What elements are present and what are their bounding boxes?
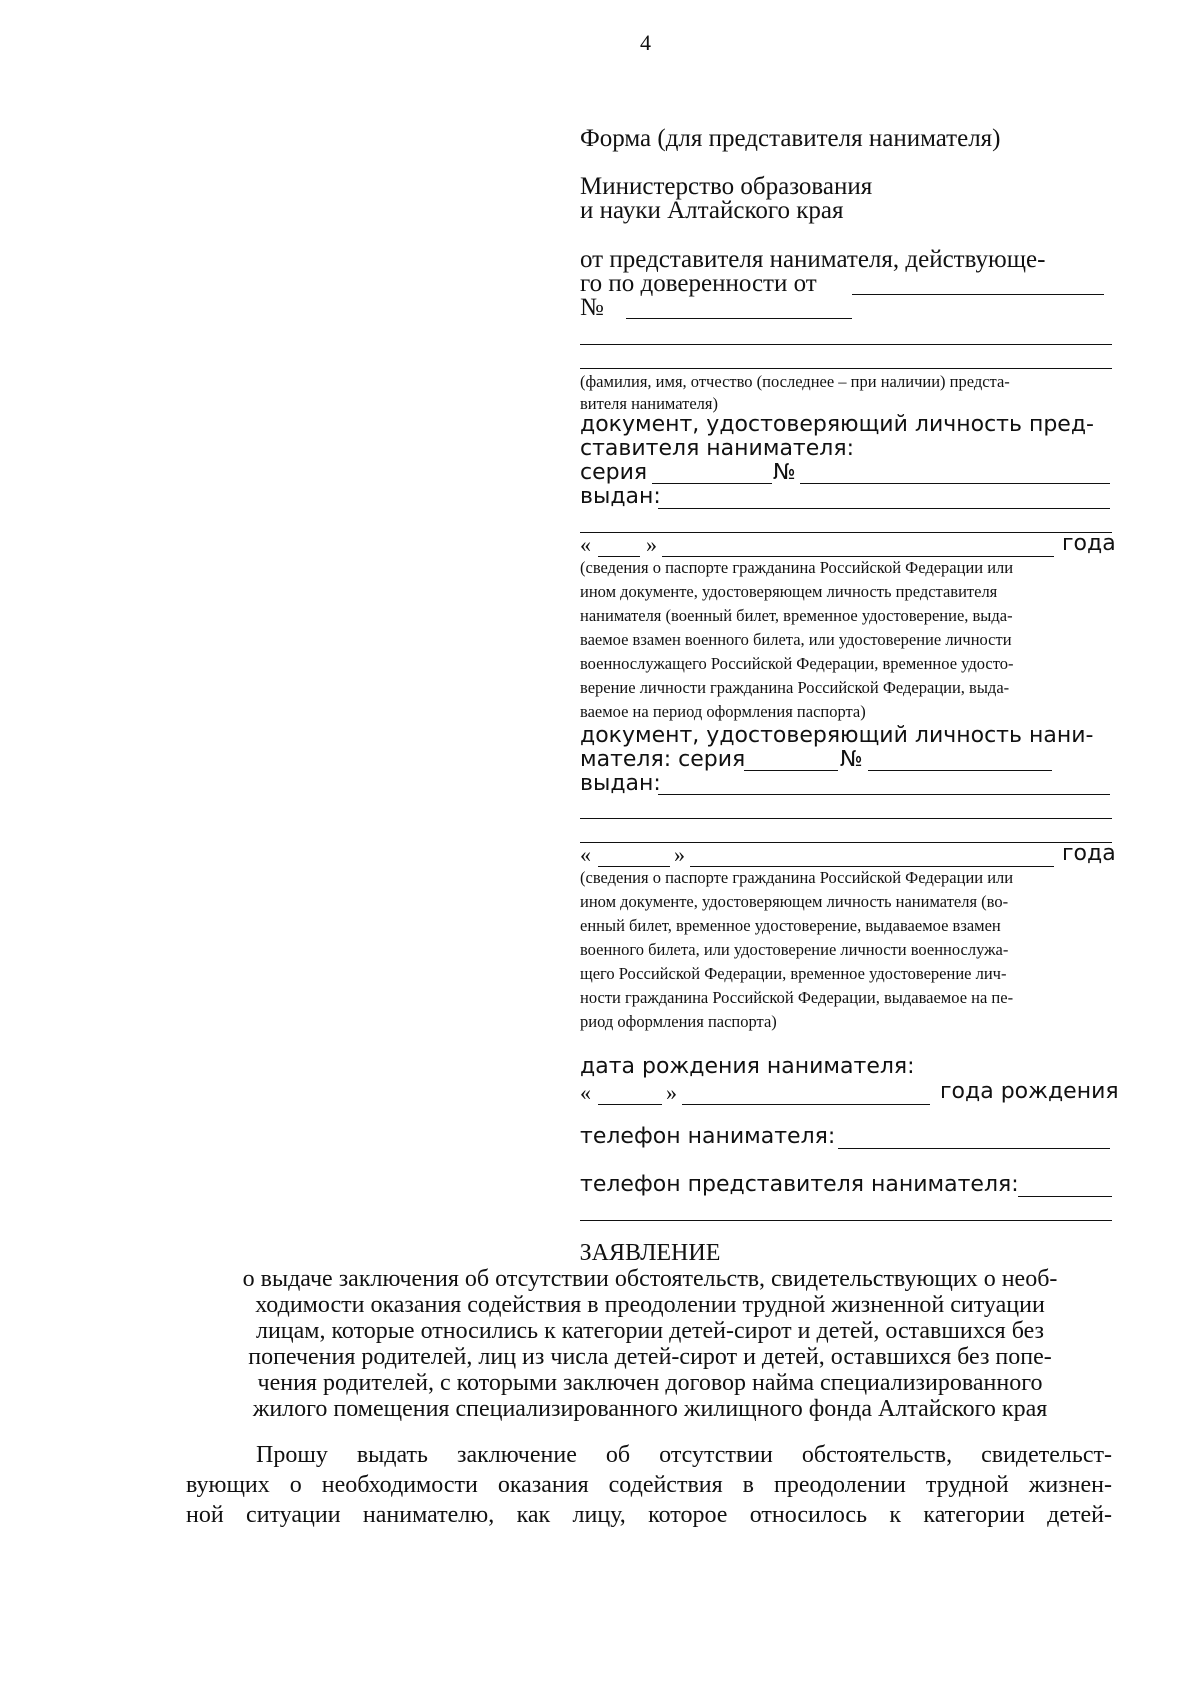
emp-series-line[interactable] — [744, 770, 838, 771]
emp-doc-line-1: документ, удостоверяющий личность нани- — [580, 723, 1094, 748]
rep-doc-caption-line: военнослужащего Российской Федерации, временное удосто- — [580, 654, 1014, 673]
rep-date-quote-open: « — [580, 532, 591, 557]
rep-series-label: серия — [580, 460, 648, 485]
rep-date-year-label: года — [1062, 531, 1116, 556]
rep-doc-caption-line: ваемое на период оформления паспорта) — [580, 702, 866, 721]
emp-doc-caption — [580, 866, 1013, 1034]
rep-date-quote-close: » — [646, 532, 657, 557]
emp-issued-label: выдан: — [580, 771, 661, 796]
emp-doc-caption-line: ином документе, удостоверяющем личность нанимателя (во- — [580, 892, 1009, 911]
from-line-2: го по доверенности от — [580, 270, 817, 297]
birth-quote-open: « — [580, 1080, 591, 1105]
emp-number-label: № — [840, 747, 863, 772]
employer-phone-label: телефон нанимателя: — [580, 1124, 836, 1149]
emp-date-year-label: года — [1062, 841, 1116, 866]
rep-issued-line-2[interactable] — [580, 532, 1112, 533]
emp-issued-line-3[interactable] — [580, 842, 1112, 843]
emp-doc-caption-line: енный билет, временное удостоверение, выдаваемое взамен — [580, 916, 1001, 935]
poa-number-label: № — [580, 294, 604, 321]
subtitle-line: лицам, которые относились к категории детей-сирот и детей, оставшихся без — [255, 1318, 1045, 1344]
ministry-line-1: Министерство образования — [580, 173, 873, 200]
rep-doc-caption-line: ваемое взамен военного билета, или удостоверение личности — [580, 630, 1012, 649]
power-of-attorney-date-line[interactable] — [852, 294, 1104, 295]
body-line: ной ситуации нанимателю, как лицу, которое относилось к категории детей- — [186, 1502, 1112, 1528]
birth-quote-close: » — [666, 1080, 677, 1105]
rep-issued-label: выдан: — [580, 484, 661, 509]
emp-date-quote-open: « — [580, 842, 591, 867]
page-number: 4 — [640, 30, 651, 55]
subtitle-line: о выдаче заключения об отсутствии обстоятельств, свидетельствующих о необ- — [242, 1266, 1058, 1292]
emp-doc-caption-line: (сведения о паспорте гражданина Российской Федерации или — [580, 868, 1014, 887]
body-line: Прошу выдать заключение об отсутствии обстоятельств, свидетельст- — [256, 1442, 1112, 1468]
birth-date-label: дата рождения нанимателя: — [580, 1054, 915, 1079]
rep-number-label: № — [773, 460, 796, 485]
birth-month-line[interactable] — [682, 1104, 930, 1105]
rep-fio-caption-2: вителя нанимателя) — [580, 394, 718, 413]
rep-fio-line-1[interactable] — [580, 344, 1112, 345]
emp-doc-caption-line: риод оформления паспорта) — [580, 1012, 777, 1031]
rep-doc-line-1: документ, удостоверяющий личность пред- — [580, 412, 1094, 437]
subtitle-line: ходимости оказания содействия в преодолении трудной жизненной ситуации — [255, 1292, 1045, 1318]
rep-number-line[interactable] — [800, 483, 1110, 484]
subtitle-line: жилого помещения специализированного жилищного фонда Алтайского края — [252, 1396, 1048, 1422]
statement-subtitle — [180, 1266, 1120, 1422]
rep-doc-caption-line: (сведения о паспорте гражданина Российской Федерации или — [580, 558, 1014, 577]
body-line: вующих о необходимости оказания содействия в преодолении трудной жизнен- — [186, 1472, 1112, 1498]
emp-doc-caption-line: ности гражданина Российской Федерации, выдаваемое на пе- — [580, 988, 1014, 1007]
employer-phone-line[interactable] — [838, 1148, 1110, 1149]
rep-fio-caption-1: (фамилия, имя, отчество (последнее – при наличии) предста- — [580, 372, 1010, 391]
subtitle-line: попечения родителей, лиц из числа детей-сирот и детей, оставшихся без попе- — [248, 1344, 1052, 1370]
statement-title: ЗАЯВЛЕНИЕ — [579, 1240, 721, 1266]
emp-issued-line-2[interactable] — [580, 818, 1112, 819]
subtitle-line: чения родителей, с которыми заключен договор найма специализированного — [257, 1370, 1043, 1396]
rep-doc-caption — [580, 556, 1013, 724]
emp-number-line[interactable] — [868, 770, 1052, 771]
rep-issued-line-1[interactable] — [658, 508, 1110, 509]
birth-day-line[interactable] — [598, 1104, 662, 1105]
birth-year-label: года рождения — [940, 1079, 1119, 1104]
statement-body — [186, 1440, 1112, 1530]
emp-date-quote-close: » — [674, 842, 685, 867]
rep-phone-line[interactable] — [1018, 1196, 1112, 1197]
rep-fio-line-2[interactable] — [580, 368, 1112, 369]
poa-number-line[interactable] — [626, 318, 852, 319]
rep-doc-caption-line: ином документе, удостоверяющем личность представителя — [580, 582, 998, 601]
rep-doc-caption-line: верение личности гражданина Российской Федерации, выда- — [580, 678, 1010, 697]
emp-doc-caption-line: военного билета, или удостоверение личности военнослужа- — [580, 940, 1009, 959]
rep-phone-line-2[interactable] — [580, 1220, 1112, 1221]
rep-series-line[interactable] — [652, 483, 772, 484]
rep-doc-caption-line: нанимателя (военный билет, временное удостоверение, выда- — [580, 606, 1013, 625]
emp-series-label: мателя: серия — [580, 747, 746, 772]
emp-doc-caption-line: щего Российской Федерации, временное удостоверение лич- — [580, 964, 1007, 983]
rep-phone-label: телефон представителя нанимателя: — [580, 1172, 1019, 1197]
from-line-1: от представителя нанимателя, действующе- — [580, 246, 1046, 273]
form-label: Форма (для представителя нанимателя) — [580, 125, 1001, 152]
rep-doc-line-2: ставителя нанимателя: — [580, 436, 854, 461]
emp-issued-line-1[interactable] — [658, 794, 1110, 795]
ministry-line-2: и науки Алтайского края — [580, 197, 844, 224]
